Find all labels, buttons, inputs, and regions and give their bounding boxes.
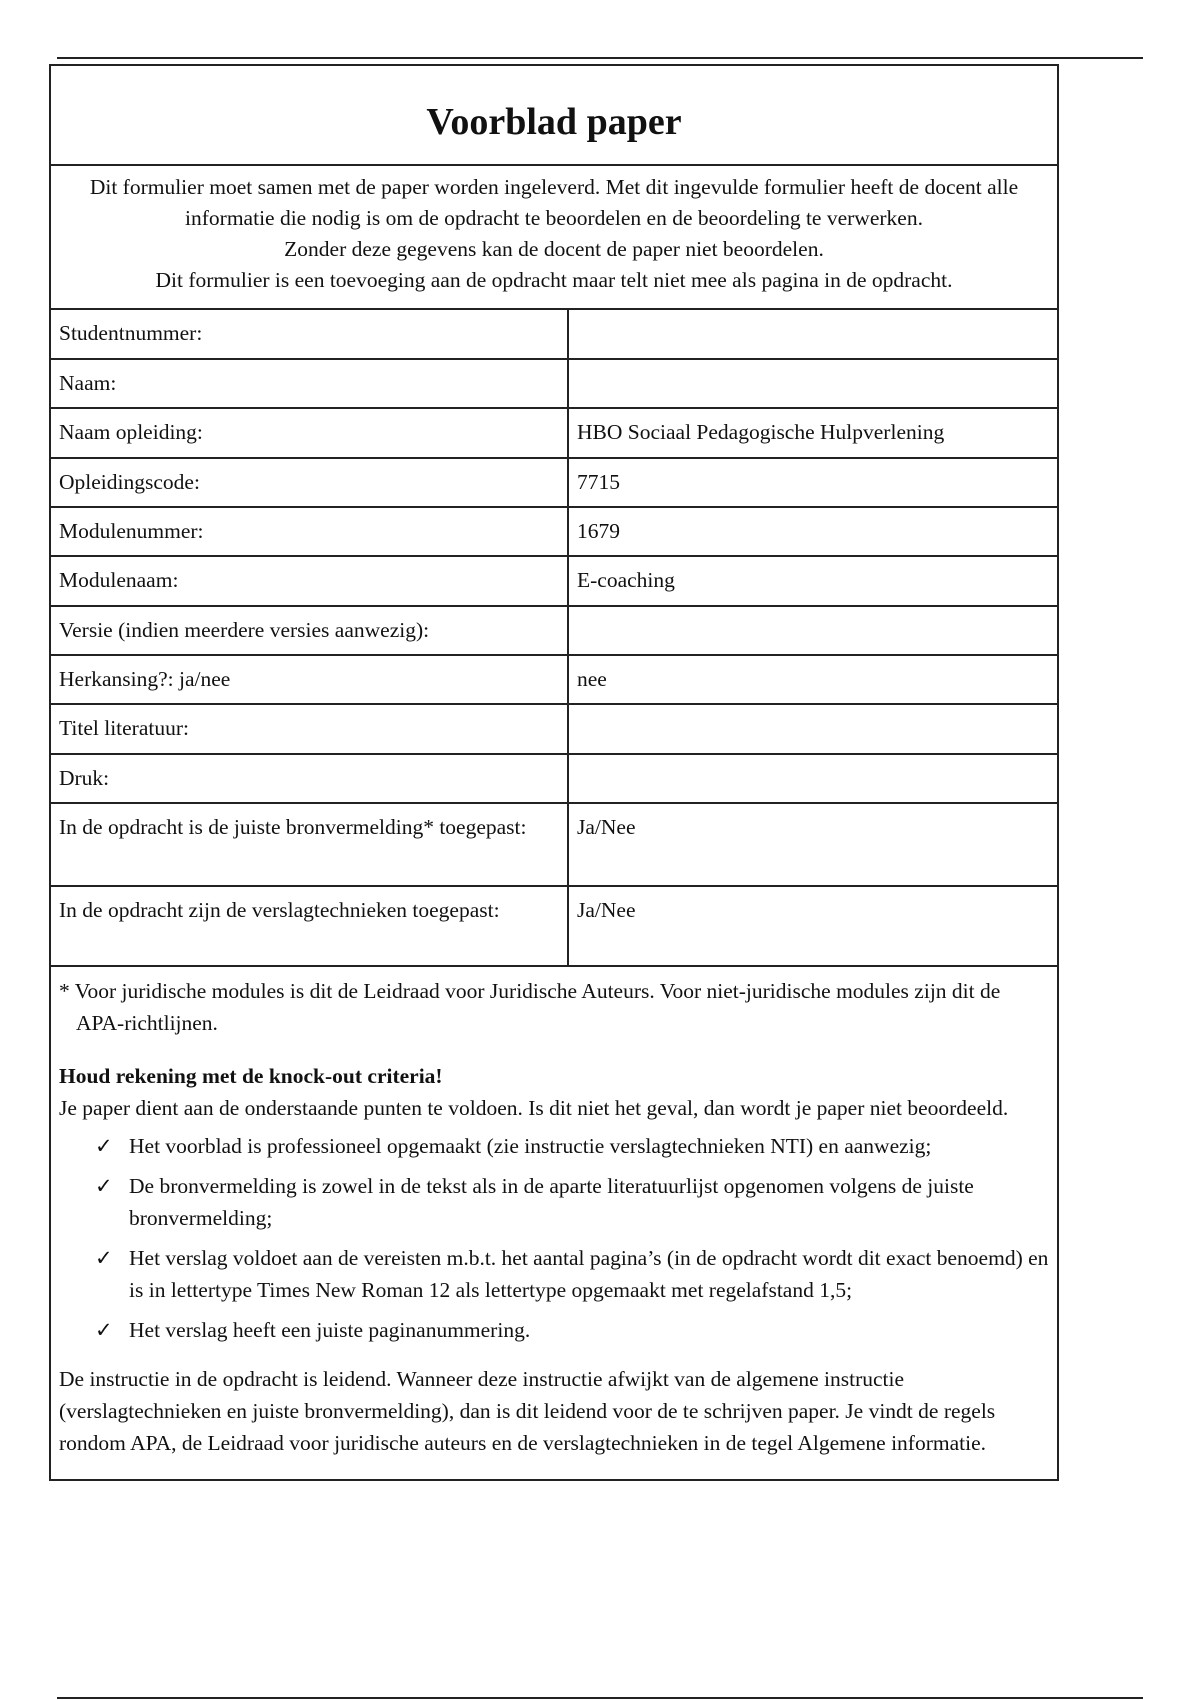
list-item (95, 1130, 1049, 1162)
page-title: Voorblad paper (426, 101, 682, 143)
field-value-herkansing[interactable]: nee (568, 655, 1057, 704)
check-icon: ✓ (95, 1318, 113, 1342)
check-icon: ✓ (95, 1174, 113, 1198)
field-row-naam-opleiding (51, 408, 1057, 458)
field-row-herkansing (51, 655, 1057, 704)
intro-line: Dit formulier is een toevoeging aan de opdracht maar telt niet mee als pagina in de opdracht. (155, 268, 953, 292)
knockout-list (59, 1130, 1049, 1346)
list-item-text: Het verslag voldoet aan de vereisten m.b.t. het aantal pagina’s (in de opdracht wordt dit exact benoemd) en is in lettertype Times New Roman 12 als lettertype opgemaakt met regelafstand 1,5; (129, 1246, 1049, 1302)
list-item-text: De bronvermelding is zowel in de tekst als in de aparte literatuurlijst opgenomen volgens de juiste bronvermelding; (129, 1174, 974, 1230)
field-row-naam (51, 359, 1057, 408)
field-value-naam-opleiding[interactable]: HBO Sociaal Pedagogische Hulpverlening (568, 408, 1057, 458)
field-row-studentnummer (51, 310, 1057, 359)
list-item-text: Het verslag heeft een juiste paginanummering. (129, 1318, 531, 1342)
field-row-modulenaam (51, 556, 1057, 606)
footnote: * Voor juridische modules is dit de Leidraad voor Juridische Auteurs. Voor niet-juridische modules zijn dit de APA-richtlijnen. (59, 979, 1001, 1035)
list-item (95, 1242, 1049, 1306)
knockout-title: Houd rekening met de knock-out criteria! (59, 1064, 443, 1088)
field-value-titel-literatuur[interactable] (568, 704, 1057, 754)
field-value-verslagtechnieken[interactable]: Ja/Nee (568, 886, 1057, 966)
check-icon: ✓ (95, 1246, 113, 1270)
field-value-modulenaam[interactable]: E-coaching (568, 556, 1057, 606)
field-value-naam[interactable] (568, 359, 1057, 408)
field-label: Naam opleiding: (51, 408, 568, 458)
field-row-modulenummer (51, 507, 1057, 556)
list-item (95, 1314, 1049, 1346)
field-label: Titel literatuur: (51, 704, 568, 754)
field-label: Modulenaam: (51, 556, 568, 606)
cover-sheet-form (49, 64, 1059, 1481)
field-row-verslagtechnieken (51, 886, 1057, 966)
field-value-modulenummer[interactable]: 1679 (568, 507, 1057, 556)
list-item-text: Het voorblad is professioneel opgemaakt (zie instructie verslagtechnieken NTI) en aanwezig; (129, 1134, 932, 1158)
field-row-druk (51, 754, 1057, 803)
field-label: Naam: (51, 359, 568, 408)
title-row (51, 66, 1057, 166)
field-label: Studentnummer: (51, 310, 568, 359)
field-label: Herkansing?: ja/nee (51, 655, 568, 704)
field-value-studentnummer[interactable] (568, 310, 1057, 359)
fields-table (51, 310, 1057, 967)
field-label: Opleidingscode: (51, 458, 568, 507)
field-label: In de opdracht is de juiste bronvermelding* toegepast: (51, 803, 568, 886)
field-value-versie[interactable] (568, 606, 1057, 655)
field-label: Modulenummer: (51, 507, 568, 556)
intro-line: Zonder deze gegevens kan de docent de paper niet beoordelen. (284, 237, 824, 261)
list-item (95, 1170, 1049, 1234)
knockout-intro: Je paper dient aan de onderstaande punten te voldoen. Is dit niet het geval, dan wordt je paper niet beoordeeld. (59, 1096, 1009, 1120)
field-label: In de opdracht zijn de verslagtechnieken toegepast: (51, 886, 568, 966)
intro-line: Dit formulier moet samen met de paper worden ingeleverd. Met dit ingevulde formulier heeft de docent alle informatie die nodig is om de opdracht te beoordelen en de beoordeling te verwerken. (89, 175, 1019, 230)
notes-section (51, 967, 1057, 1479)
footer-rule (57, 1697, 1143, 1699)
field-label: Druk: (51, 754, 568, 803)
field-value-druk[interactable] (568, 754, 1057, 803)
field-row-opleidingscode (51, 458, 1057, 507)
check-icon: ✓ (95, 1134, 113, 1158)
field-label: Versie (indien meerdere versies aanwezig): (51, 606, 568, 655)
field-value-opleidingscode[interactable]: 7715 (568, 458, 1057, 507)
closing-text: De instructie in de opdracht is leidend. Wanneer deze instructie afwijkt van de algemene instructie (verslagtechnieken en juiste bronvermelding), dan is dit leidend voor de te schrijven paper. Je vindt de regels rondom APA, de Leidraad voor juridische auteurs en de verslagtechnieken in de tegel Algemene informatie. (59, 1367, 996, 1455)
field-row-versie (51, 606, 1057, 655)
intro-text (51, 166, 1057, 310)
field-row-bronvermelding (51, 803, 1057, 886)
field-row-titel-literatuur (51, 704, 1057, 754)
header-rule (57, 57, 1143, 59)
field-value-bronvermelding[interactable]: Ja/Nee (568, 803, 1057, 886)
